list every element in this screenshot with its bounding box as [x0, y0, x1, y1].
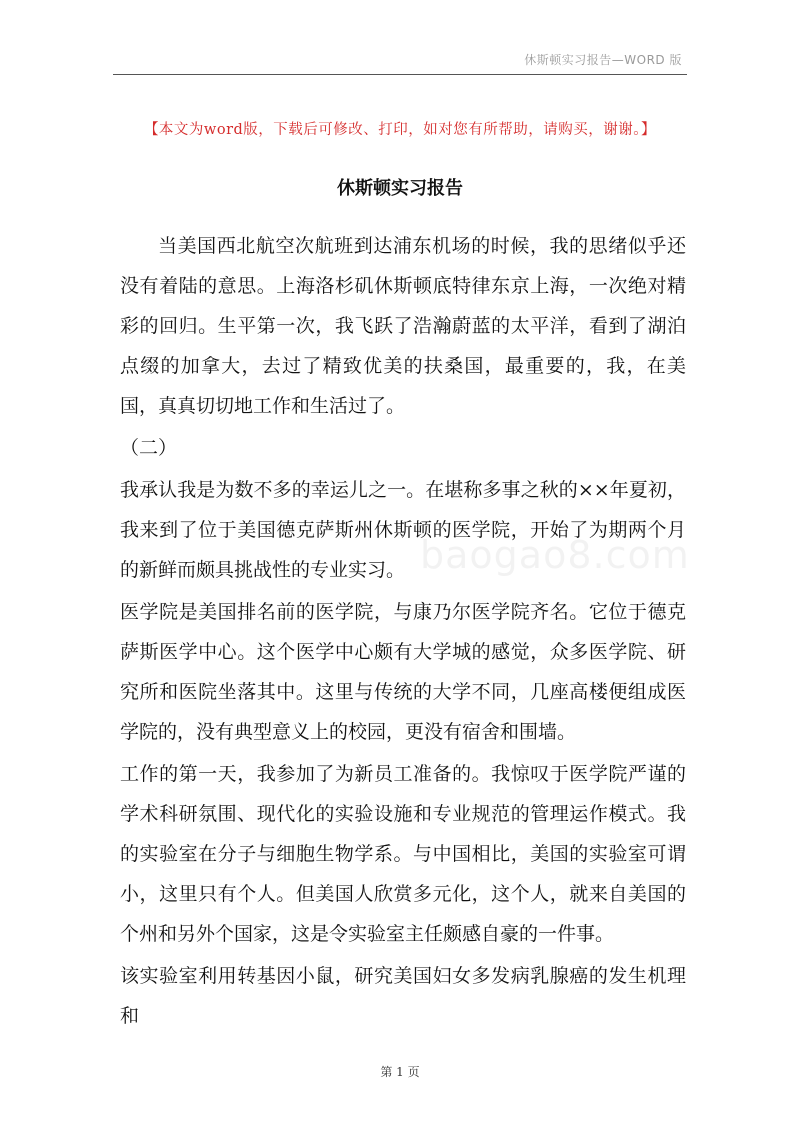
document-body — [120, 226, 686, 1036]
watermark: baogao8.com — [420, 533, 690, 577]
paragraph-lab-research: 该实验室利用转基因小鼠，研究美国妇女多发病乳腺癌的发生机理和 — [120, 965, 686, 1027]
document-title: 休斯顿实习报告 — [337, 178, 463, 199]
paragraph-medical-school: 医学院是美国排名前的医学院，与康乃尔医学院齐名。它位于德克萨斯医学中心。这个医学中心颇有大学城的感觉，众多医学院、研究所和医院坐落其中。这里与传统的大学不同，几座高楼便组成医学院的，没有典型意义上的校园，更没有宿舍和围墙。 — [120, 601, 686, 743]
header-divider — [113, 74, 687, 75]
paragraph-luck: 我承认我是为数不多的幸运儿之一。在堪称多事之秋的××年夏初，我来到了位于美国德克萨斯州休斯顿的医学院，开始了为期两个月的新鲜而颇具挑战性的专业实习。 — [120, 479, 686, 581]
purchase-notice: 【本文为word版，下载后可修改、打印，如对您有所帮助，请购买，谢谢。】 — [143, 122, 657, 138]
section-marker: （二） — [120, 437, 178, 459]
page-number: 第 1 页 — [380, 1065, 420, 1079]
running-header: 休斯顿实习报告—WORD 版 — [524, 53, 682, 67]
paragraph-intro: 当美国西北航空次航班到达浦东机场的时候，我的思绪似乎还没有着陆的意思。上海洛杉矶休斯顿底特律东京上海，一次绝对精彩的回归。生平第一次，我飞跃了浩瀚蔚蓝的太平洋，看到了湖泊点缀的加拿大，去过了精致优美的扶桑国，最重要的，我，在美国，真真切切地工作和生活过了。 — [120, 235, 686, 417]
paragraph-first-day: 工作的第一天，我参加了为新员工准备的。我惊叹于医学院严谨的学术科研氛围、现代化的实验设施和专业规范的管理运作模式。我的实验室在分子与细胞生物学系。与中国相比，美国的实验室可谓小，这里只有个人。但美国人欣赏多元化，这个人，就来自美国的个州和另外个国家，这是令实验室主任颇感自豪的一件事。 — [120, 763, 686, 945]
